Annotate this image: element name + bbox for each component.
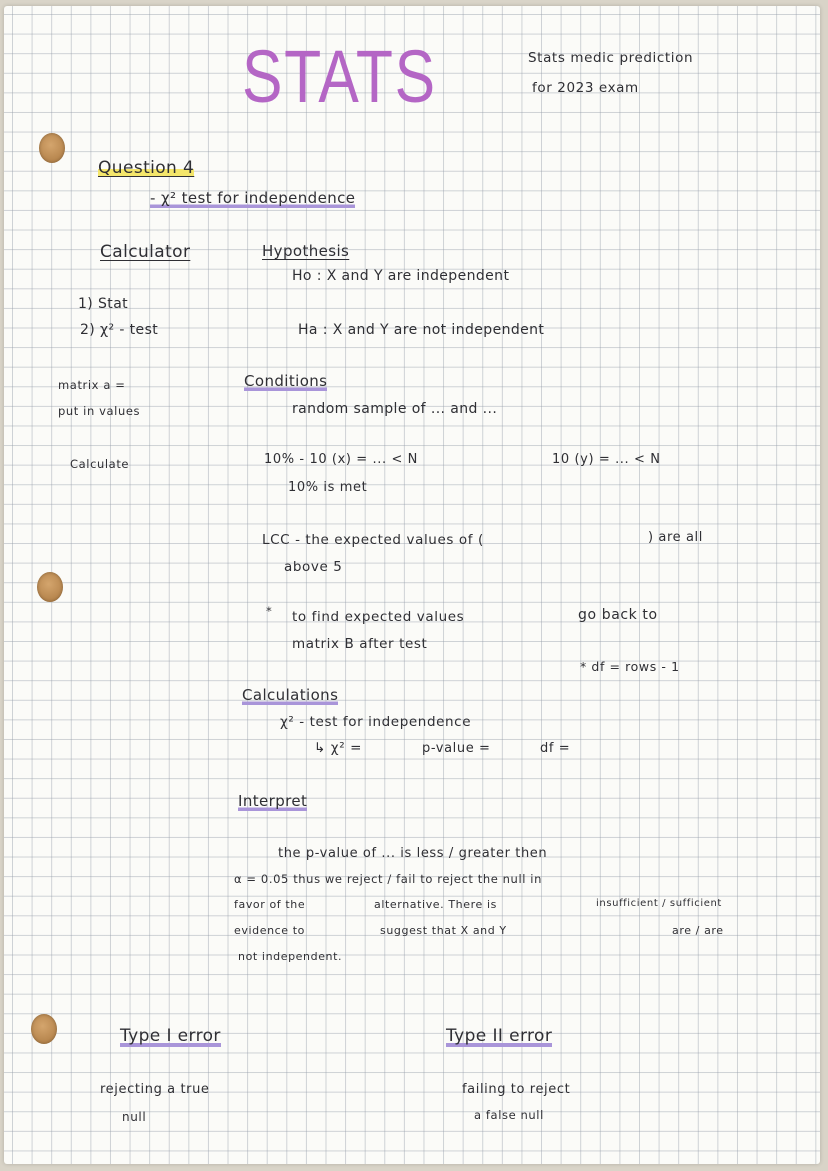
- type-2-error-heading-text: Type II error: [446, 1026, 553, 1046]
- lcc-line-1: LCC - the expected values of (: [262, 532, 484, 548]
- p-value-label: p-value =: [422, 741, 491, 756]
- binder-hole-top: [39, 133, 65, 163]
- calculations-heading: [242, 686, 338, 704]
- interpret-line-3-a: favor of the: [234, 898, 306, 911]
- null-hypothesis: Ho : X and Y are independent: [292, 268, 510, 284]
- question-subtitle-text: - χ² test for independence: [150, 189, 356, 207]
- go-back-note: go back to: [578, 607, 658, 623]
- interpret-heading: [238, 792, 307, 810]
- notebook-page: [4, 6, 820, 1164]
- header-note-line-2: for 2023 exam: [532, 80, 639, 96]
- page-title: STATS: [242, 35, 437, 118]
- calculator-step-2: 2) χ² - test: [80, 322, 159, 338]
- interpret-line-4-c: are / are: [672, 924, 724, 937]
- question-label-text: Question 4: [98, 158, 195, 178]
- interpret-line-4-a: evidence to: [234, 924, 306, 937]
- ten-percent-y: 10 (y) = ... < N: [552, 452, 661, 467]
- matrix-line-1: matrix a =: [58, 378, 126, 392]
- type-2-error-line-2: a false null: [474, 1108, 544, 1122]
- random-condition: random sample of ... and ...: [292, 401, 498, 417]
- degrees-freedom-note: * df = rows - 1: [580, 659, 680, 674]
- type-1-error-heading-text: Type I error: [120, 1026, 221, 1046]
- type-1-error-line-1: rejecting a true: [100, 1082, 210, 1097]
- type-2-error-heading: [446, 1026, 552, 1046]
- matrix-line-2: put in values: [58, 404, 141, 418]
- expected-values-line-1: to find expected values: [292, 609, 465, 625]
- interpret-line-3-c: insufficient / sufficient: [596, 898, 722, 909]
- question-subtitle: [150, 189, 355, 207]
- interpret-line-3-b: alternative. There is: [374, 898, 497, 911]
- calculator-step-1: 1) Stat: [78, 296, 129, 312]
- binder-hole-bottom: [31, 1014, 57, 1044]
- calculations-heading-text: Calculations: [242, 686, 339, 704]
- conditions-heading: [244, 372, 327, 390]
- star-bullet: *: [266, 604, 273, 618]
- ten-percent-met: 10% is met: [288, 480, 368, 495]
- chi-square-test-line: χ² - test for independence: [280, 714, 472, 730]
- calculate-label: Calculate: [70, 457, 130, 471]
- interpret-line-2: α = 0.05 thus we reject / fail to reject the null in: [234, 872, 542, 886]
- chi-square-value: ↳ χ² =: [314, 740, 363, 756]
- lcc-line-1-close: ) are all: [648, 530, 703, 545]
- header-note-line-1: Stats medic prediction: [528, 50, 694, 66]
- calculator-heading: Calculator: [100, 242, 191, 262]
- interpret-line-1: the p-value of ... is less / greater then: [278, 846, 548, 861]
- expected-values-line-2: matrix B after test: [292, 636, 428, 652]
- conditions-heading-text: Conditions: [244, 372, 328, 390]
- ten-percent-x: 10% - 10 (x) = ... < N: [264, 452, 418, 467]
- type-1-error-line-2: null: [122, 1110, 147, 1124]
- type-1-error-heading: [120, 1026, 221, 1046]
- interpret-line-4-b: suggest that X and Y: [380, 924, 507, 937]
- df-label: df =: [540, 741, 571, 756]
- interpret-line-5: not independent.: [238, 950, 343, 963]
- question-label: [98, 158, 194, 178]
- interpret-heading-text: Interpret: [238, 792, 308, 810]
- lcc-line-2: above 5: [284, 559, 343, 575]
- binder-hole-middle: [37, 572, 63, 602]
- hypothesis-heading: Hypothesis: [262, 242, 350, 260]
- alternative-hypothesis: Ha : X and Y are not independent: [298, 322, 545, 338]
- type-2-error-line-1: failing to reject: [462, 1082, 571, 1097]
